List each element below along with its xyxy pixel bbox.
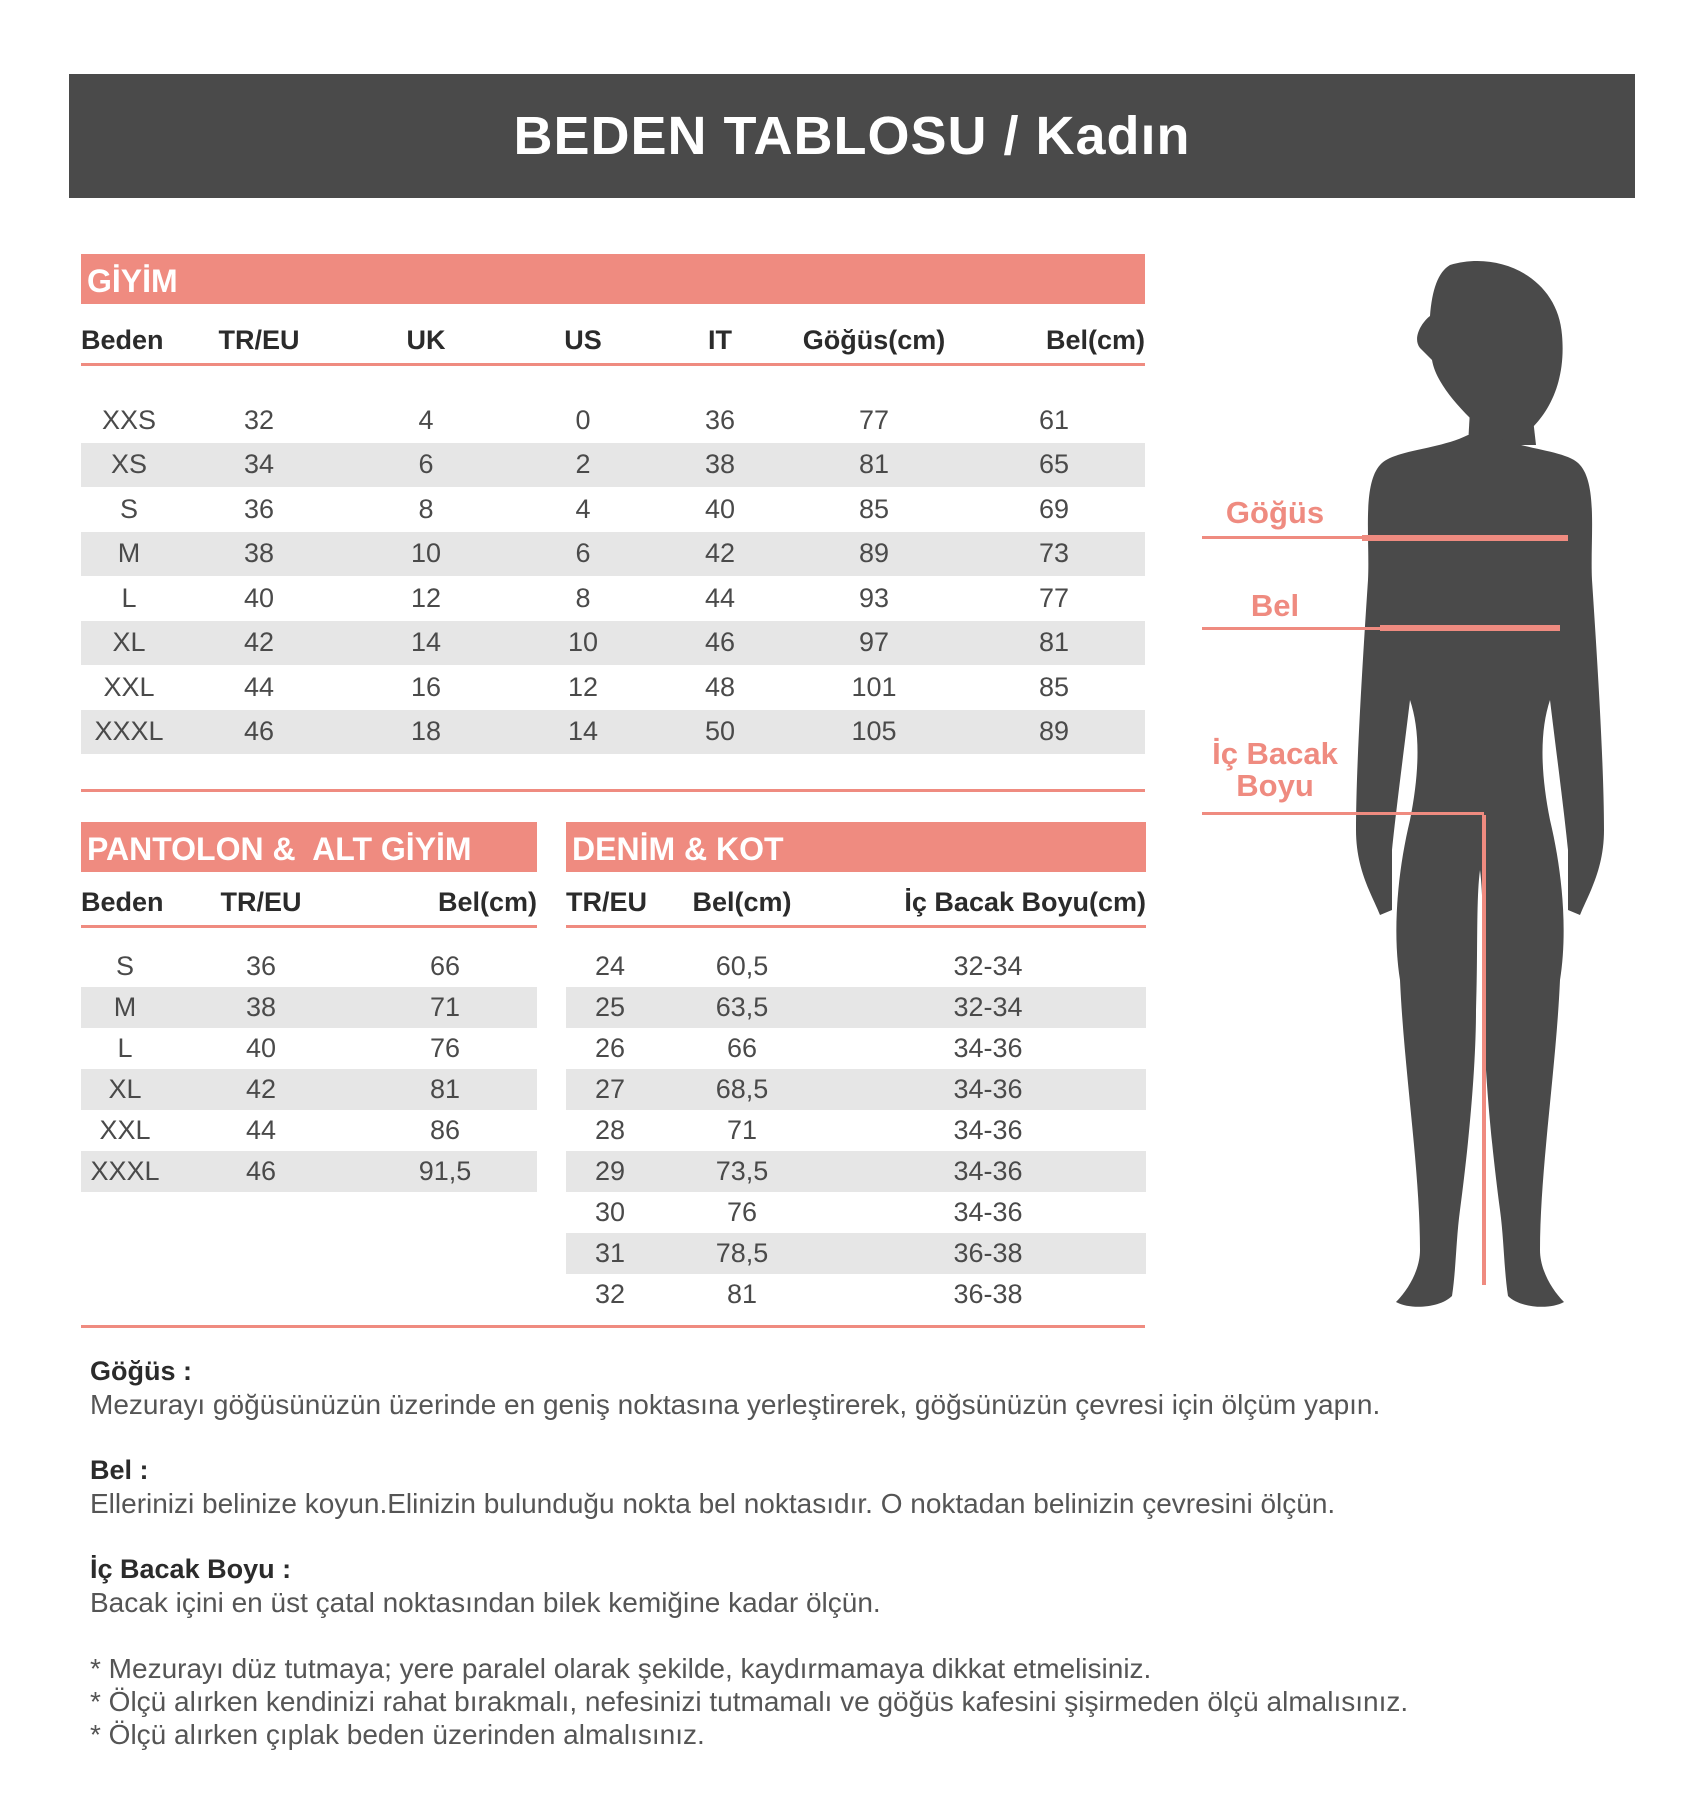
table-cell: 78,5: [715, 1238, 769, 1268]
table-cell: S: [119, 493, 138, 524]
table-cell: XL: [112, 627, 146, 658]
table-cell: 16: [410, 671, 442, 702]
table-cell: 36: [243, 493, 275, 524]
table-cell: L: [117, 1033, 133, 1063]
table-row: [566, 987, 1146, 1028]
table-cell: 4: [575, 493, 591, 524]
denim-table: [566, 946, 1146, 1315]
ic-bacak-label: [1200, 738, 1350, 802]
table-cell: 12: [567, 671, 599, 702]
table-row: [566, 1274, 1146, 1315]
table-cell: XXL: [103, 671, 155, 702]
table-cell: 32-34: [953, 951, 1023, 981]
table-cell: 18: [410, 716, 442, 747]
table-cell: 31: [594, 1238, 626, 1268]
table-row: [81, 621, 1145, 666]
table-cell: 85: [1038, 671, 1070, 702]
giyim-heading: GİYİM: [81, 254, 1145, 304]
table-row: [81, 576, 1145, 621]
table-cell: 25: [594, 992, 626, 1022]
table-cell: 46: [245, 1156, 277, 1186]
table-cell: 14: [567, 716, 599, 747]
table-row: [566, 946, 1146, 987]
table-cell: 44: [704, 582, 736, 613]
pantolon-heading: PANTOLON & ALT GİYİM: [81, 822, 537, 872]
note-ic-bacak: [90, 1553, 1650, 1619]
table-row: [81, 487, 1145, 532]
table-cell: 34-36: [953, 1033, 1023, 1063]
table-cell: XXL: [99, 1115, 151, 1145]
table-cell: XS: [110, 449, 148, 480]
table-row: [81, 710, 1145, 755]
note-gogus: [90, 1355, 1650, 1421]
table-cell: 91,5: [418, 1156, 472, 1186]
page-title: BEDEN TABLOSU / Kadın: [69, 74, 1635, 198]
table-cell: 81: [1038, 627, 1070, 658]
table-cell: 86: [429, 1115, 461, 1145]
gogus-label: Göğüs: [1225, 495, 1325, 530]
giyim-divider: [81, 789, 1145, 792]
pantolon-header-cell: Beden: [81, 887, 164, 917]
table-cell: 81: [726, 1279, 758, 1309]
table-cell: M: [113, 992, 137, 1022]
table-cell: XL: [108, 1074, 142, 1104]
table-cell: 12: [410, 582, 442, 613]
table-cell: 2: [575, 449, 591, 480]
table-row: [566, 1151, 1146, 1192]
giyim-header-cell: Bel(cm): [1045, 325, 1145, 355]
table-row: [81, 1151, 537, 1192]
table-cell: 0: [575, 404, 591, 435]
table-cell: 6: [418, 449, 434, 480]
table-cell: 85: [858, 493, 890, 524]
table-cell: 8: [418, 493, 434, 524]
table-cell: 69: [1038, 493, 1070, 524]
table-row: [81, 946, 537, 987]
table-cell: 34-36: [953, 1074, 1023, 1104]
ic-bacak-label-line2: Boyu: [1236, 768, 1314, 803]
giyim-header-cell: Beden: [81, 325, 164, 355]
table-row: [566, 1110, 1146, 1151]
table-cell: 40: [245, 1033, 277, 1063]
table-cell: 89: [858, 538, 890, 569]
denim-header-cell: TR/EU: [566, 887, 647, 917]
bottom-divider: [81, 1325, 1145, 1328]
giyim-header-cell: IT: [708, 325, 732, 355]
table-cell: 28: [594, 1115, 626, 1145]
table-cell: 38: [245, 992, 277, 1022]
pantolon-column-headers: [81, 880, 537, 928]
table-row: [566, 1069, 1146, 1110]
table-cell: 89: [1038, 716, 1070, 747]
giyim-column-headers: [81, 318, 1145, 366]
table-cell: 10: [410, 538, 442, 569]
note-bel: [90, 1454, 1650, 1520]
table-row: [81, 987, 537, 1028]
table-cell: 46: [704, 627, 736, 658]
table-cell: 77: [1038, 582, 1070, 613]
ic-bacak-pointer-line: [1202, 812, 1484, 815]
table-cell: 81: [858, 449, 890, 480]
table-cell: 42: [704, 538, 736, 569]
table-cell: 60,5: [715, 951, 769, 981]
denim-header-cell: Bel(cm): [692, 887, 792, 917]
bel-pointer-line: [1202, 627, 1387, 630]
table-cell: 36: [704, 404, 736, 435]
table-cell: 65: [1038, 449, 1070, 480]
table-cell: L: [121, 582, 137, 613]
tip-item: * Mezurayı düz tutmaya; yere paralel olarak şekilde, kaydırmamaya dikkat etmelisiniz.: [90, 1653, 1152, 1684]
table-cell: 73,5: [715, 1156, 769, 1186]
table-cell: 48: [704, 671, 736, 702]
note-gogus-title: Göğüs :: [90, 1356, 192, 1386]
table-row: [566, 1233, 1146, 1274]
table-cell: 36-38: [953, 1238, 1023, 1268]
table-cell: 73: [1038, 538, 1070, 569]
measurement-notes: [90, 1355, 1650, 1751]
pantolon-header-cell: TR/EU: [220, 887, 302, 917]
table-cell: 97: [858, 627, 890, 658]
denim-header-cell: İç Bacak Boyu(cm): [904, 887, 1146, 917]
note-bel-title: Bel :: [90, 1455, 149, 1485]
giyim-header-cell: Göğüs(cm): [802, 325, 946, 355]
note-ic-bacak-text: Bacak içini en üst çatal noktasından bilek kemiğine kadar ölçün.: [90, 1587, 881, 1618]
table-cell: XXXL: [90, 1156, 160, 1186]
table-cell: 38: [704, 449, 736, 480]
table-cell: 61: [1038, 404, 1070, 435]
giyim-header-cell: US: [564, 325, 602, 355]
table-cell: 81: [429, 1074, 461, 1104]
ic-bacak-label-line1: İç Bacak: [1212, 736, 1338, 771]
table-cell: 29: [594, 1156, 626, 1186]
table-cell: 101: [851, 671, 897, 702]
giyim-header-cell: UK: [406, 325, 446, 355]
table-cell: 42: [245, 1074, 277, 1104]
table-cell: XXXL: [94, 716, 164, 747]
table-cell: 76: [429, 1033, 461, 1063]
table-cell: 93: [858, 582, 890, 613]
table-cell: 50: [704, 716, 736, 747]
table-cell: 8: [575, 582, 591, 613]
bel-label: Bel: [1250, 588, 1300, 623]
table-cell: 40: [704, 493, 736, 524]
table-cell: 34-36: [953, 1197, 1023, 1227]
table-cell: 30: [594, 1197, 626, 1227]
note-bel-text: Ellerinizi belinize koyun.Elinizin bulunduğu nokta bel noktasıdır. O noktadan belinizin çevresini ölçün.: [90, 1488, 1336, 1519]
giyim-header-cell: TR/EU: [218, 325, 300, 355]
table-cell: 42: [243, 627, 275, 658]
table-cell: 71: [726, 1115, 758, 1145]
woman-silhouette-icon: [1300, 250, 1670, 1335]
table-cell: 66: [429, 951, 461, 981]
note-gogus-text: Mezurayı göğüsünüzün üzerinde en geniş noktasına yerleştirerek, göğsünüzün çevresi için ölçüm yapın.: [90, 1389, 1381, 1420]
table-cell: 32: [243, 404, 275, 435]
table-cell: 24: [594, 951, 626, 981]
table-cell: 105: [851, 716, 897, 747]
table-row: [81, 443, 1145, 488]
table-cell: XXS: [101, 404, 157, 435]
table-row: [81, 398, 1145, 443]
table-cell: 68,5: [715, 1074, 769, 1104]
table-cell: 46: [243, 716, 275, 747]
table-cell: S: [115, 951, 134, 981]
table-cell: 44: [243, 671, 275, 702]
table-cell: 63,5: [715, 992, 769, 1022]
table-row: [81, 665, 1145, 710]
table-cell: 4: [418, 404, 434, 435]
table-row: [81, 1069, 537, 1110]
table-cell: 32: [594, 1279, 626, 1309]
table-cell: M: [117, 538, 141, 569]
table-row: [81, 532, 1145, 577]
table-cell: 38: [243, 538, 275, 569]
table-cell: 77: [858, 404, 890, 435]
table-row: [81, 1028, 537, 1069]
table-cell: 32-34: [953, 992, 1023, 1022]
pantolon-table: [81, 946, 537, 1192]
pantolon-header-cell: Bel(cm): [437, 887, 537, 917]
denim-column-headers: [566, 880, 1146, 928]
table-cell: 76: [726, 1197, 758, 1227]
table-cell: 6: [575, 538, 591, 569]
table-row: [566, 1192, 1146, 1233]
table-cell: 40: [243, 582, 275, 613]
tip-item: * Ölçü alırken çıplak beden üzerinden almalısınız.: [90, 1719, 705, 1750]
table-cell: 14: [410, 627, 442, 658]
table-cell: 10: [567, 627, 599, 658]
tip-item: * Ölçü alırken kendinizi rahat bırakmalı, nefesinizi tutmamalı ve göğüs kafesini şişirmeden ölçü almalısınız.: [90, 1686, 1409, 1717]
table-cell: 34: [243, 449, 275, 480]
giyim-table: [81, 398, 1145, 754]
tips-list: [90, 1652, 1650, 1751]
table-cell: 44: [245, 1115, 277, 1145]
table-cell: 34-36: [953, 1115, 1023, 1145]
table-row: [566, 1028, 1146, 1069]
table-cell: 36-38: [953, 1279, 1023, 1309]
gogus-pointer-line: [1202, 536, 1372, 539]
table-cell: 26: [594, 1033, 626, 1063]
table-cell: 36: [245, 951, 277, 981]
table-cell: 27: [594, 1074, 626, 1104]
table-cell: 34-36: [953, 1156, 1023, 1186]
table-cell: 71: [429, 992, 461, 1022]
denim-heading: DENİM & KOT: [566, 822, 1146, 872]
note-ic-bacak-title: İç Bacak Boyu :: [90, 1554, 292, 1584]
table-row: [81, 1110, 537, 1151]
table-cell: 66: [726, 1033, 758, 1063]
